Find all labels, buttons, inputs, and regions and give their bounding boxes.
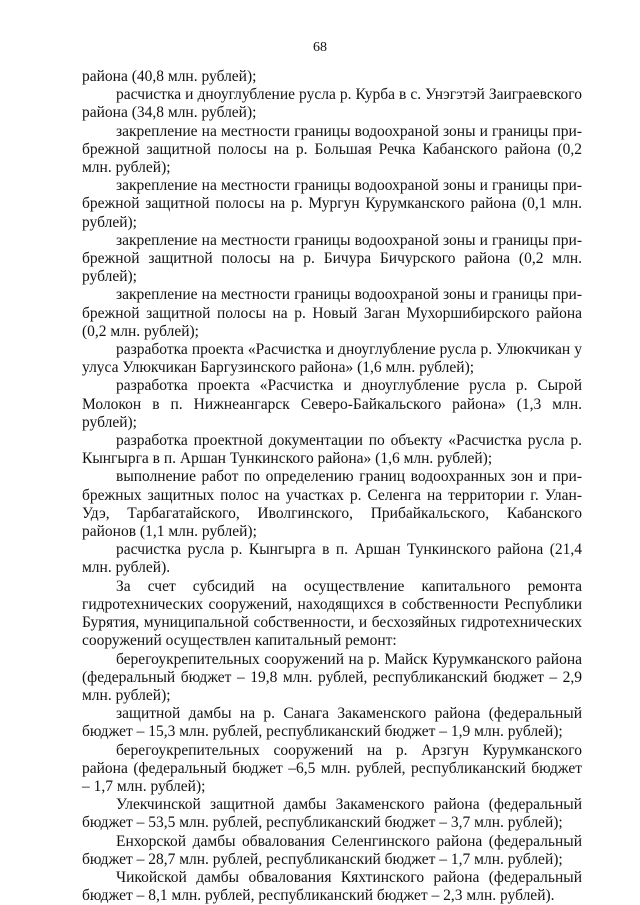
paragraph-2: расчистка и дноуглубление русла р. Курба в с. Унэгэтэй Заиграевского района (34,8 млн. рублей); xyxy=(82,86,582,122)
paragraph-15: берегоукрепительных сооружений на р. Арзгун Курумканского района (федеральный бюджет –6,5 млн. рублей, республиканский бюджет – 1,7 млн. рублей); xyxy=(82,741,582,795)
paragraph-18: Чикойской дамбы обвалования Кяхтинского района (федеральный бюджет – 8,1 млн. рублей, республиканский бюджет – 2,3 млн. рублей). xyxy=(82,868,582,905)
page-number: 68 xyxy=(313,40,327,55)
paragraph-10: выполнение работ по определению границ водоохранных зон и прибрежных защитных полос на участках р. Селенга на территории г. Улан-Удэ, Тарбагатайского, Иволгинского, Прибайкальского, Кабанского районов (1,1 млн. рублей); xyxy=(82,468,582,541)
paragraph-1: района (40,8 млн. рублей); xyxy=(82,68,257,85)
paragraph-9: разработка проектной документации по объекту «Расчистка русла р. Кынгырга в п. Аршан Тункинского района» (1,6 млн. рублей); xyxy=(82,432,582,468)
paragraph-5: закрепление на местности границы водоохраной зоны и границы прибрежной защитной полосы на р. Бичура Бичурского района (0,2 млн. рублей); xyxy=(82,231,582,286)
paragraph-14: защитной дамбы на р. Санага Закаменского района (федеральный бюджет – 15,3 млн. рублей, республиканский бюджет – 1,9 млн. рублей); xyxy=(82,705,582,741)
paragraph-4: закрепление на местности границы водоохраной зоны и границы прибрежной защитной полосы на р. Мургун Курумканского района (0,1 млн. рублей); xyxy=(82,177,582,231)
paragraph-6: закрепление на местности границы водоохраной зоны и границы прибрежной защитной полосы на р. Новый Заган Мухоршибирского района (0,2 млн. рублей); xyxy=(82,286,582,340)
paragraph-7: разработка проекта «Расчистка и дноуглубление русла р. Улюкчикан у улуса Улюкчикан Баргузинского района» (1,6 млн. рублей); xyxy=(82,341,582,377)
paragraph-17: Енхорской дамбы обвалования Селенгинского района (федеральный бюджет – 28,7 млн. рублей, республиканский бюджет – 1,7 млн. рублей); xyxy=(82,832,582,868)
paragraph-16: Улекчинской защитной дамбы Закаменского района (федеральный бюджет – 53,5 млн. рублей, республиканский бюджет – 3,7 млн. рублей); xyxy=(82,796,582,832)
paragraph-8: разработка проекта «Расчистка и дноуглубление русла р. Сырой Молокон в п. Нижнеангарск Северо-Байкальского района» (1,3 млн. рублей); xyxy=(82,377,582,431)
paragraph-3: закрепление на местности границы водоохраной зоны и границы прибрежной защитной полосы на р. Большая Речка Кабанского района (0,2 млн. рублей); xyxy=(82,122,582,177)
paragraph-11: расчистка русла р. Кынгырга в п. Аршан Тункинского района (21,4 млн. рублей). xyxy=(82,541,582,577)
paragraph-13: берегоукрепительных сооружений на р. Майск Курумканского района (федеральный бюджет – 19,8 млн. рублей, республиканский бюджет – 2,9 млн. рублей); xyxy=(82,650,582,704)
paragraph-12: За счет субсидий на осуществление капитального ремонта гидротехнических сооружений, находящихся в собственности Республики Бурятия, муниципальной собственности, и бесхозяйных гидротехнических сооружений осуществлен капитальный ремонт: xyxy=(82,577,582,650)
body-text xyxy=(82,68,582,905)
